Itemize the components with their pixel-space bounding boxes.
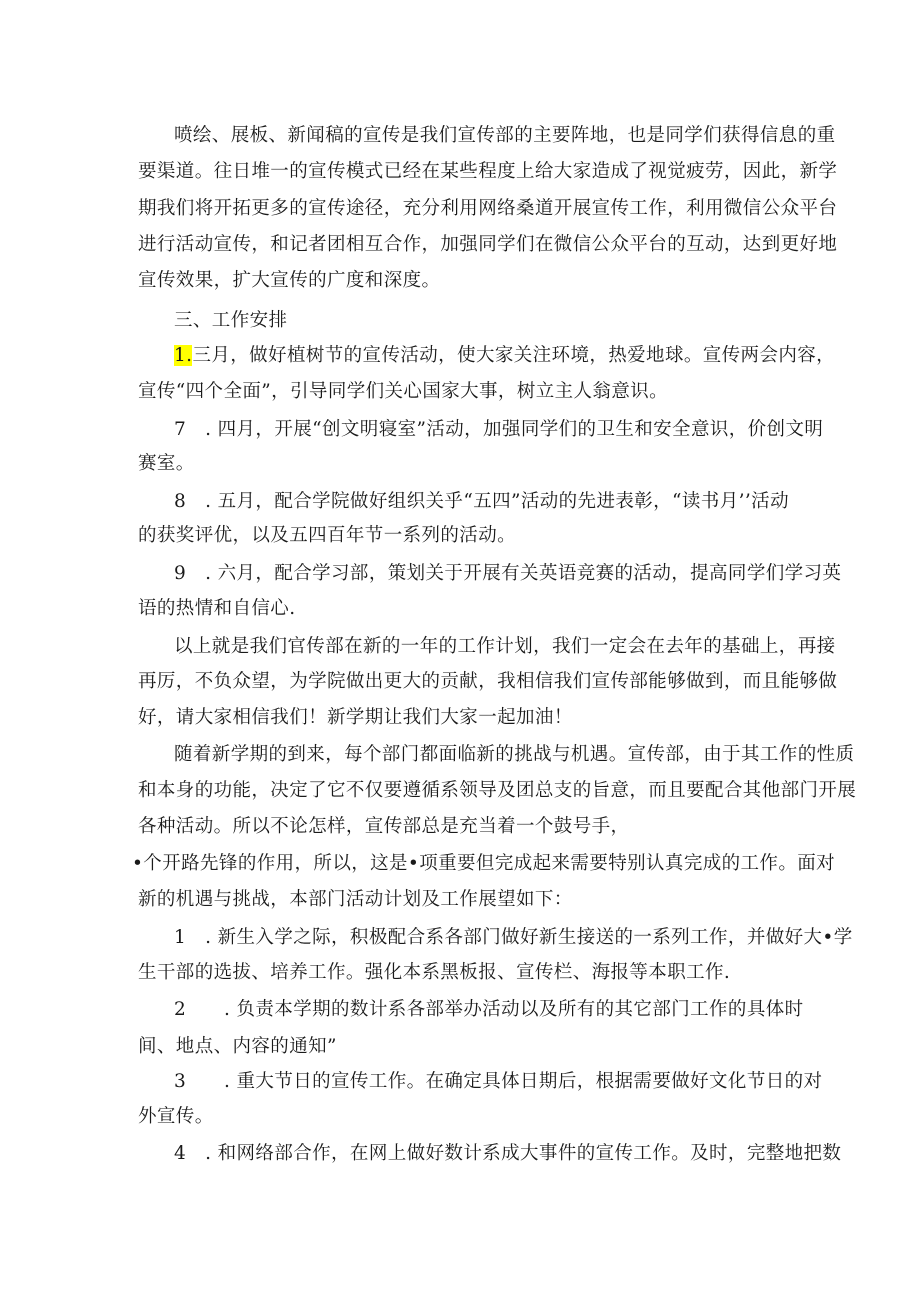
text-line: 赛室。	[138, 453, 195, 474]
text-line: 间、地点、内容的通知”	[138, 1036, 337, 1057]
section-heading: 三、工作安排	[174, 310, 288, 331]
text-line: 新的机遇与挑战，本部门活动计划及工作展望如下：	[138, 889, 573, 910]
list-item-9: 9 . 六月，配合学习部，策划关于开展有关英语竞赛的活动，提高同学们学习英	[174, 563, 842, 584]
text-line: •个开路先锋的作用，所以，这是•项重要但完成起来需要特别认真完成的工作。面对	[132, 853, 836, 874]
text-line: 要渠道。往日堆一的宣传模式已经在某些程度上给大家造成了视觉疲劳，因此，新学	[138, 161, 838, 182]
text-line: 喷绘、展板、新闻稿的宣传是我们宣传部的主要阵地，也是同学们获得信息的重	[174, 125, 836, 146]
list-item-8: 8 . 五月，配合学院做好组织关乎“五四”活动的先进表彰，“读书月’’活动	[174, 491, 789, 512]
text-line: 外宣传。	[138, 1106, 214, 1127]
text-line: 好，请大家相信我们！新学期让我们大家一起加油！	[138, 707, 573, 728]
text-line: 的获奖评优，以及五四百年节一系列的活动。	[138, 525, 517, 546]
text-line: 随着新学期的到来，每个部门都面临新的挑战与机遇。宣传部，由于其工作的性质	[174, 744, 855, 765]
text-line: 进行活动宣传，和记者团相互合作，加强同学们在微信公众平台的互动，达到更好地	[138, 234, 838, 255]
list-item-3: 3 . 重大节日的宣传工作。在确定具体日期后，根据需要做好文化节日的对	[174, 1071, 823, 1092]
list-item-1	[174, 344, 835, 368]
list-item-4: 4 . 和网络部合作，在网上做好数计系成大事件的宣传工作。及时，完整地把数	[174, 1143, 842, 1164]
text-line: 和本身的功能，决定了它不仅要遵循系领导及团总支的旨意，而且要配合其他部门开展	[138, 780, 857, 801]
text-line: 再厉，不负众望，为学院做出更大的贡献，我相信我们宣传部能够做到，而且能够做	[138, 671, 838, 692]
text-line: 宣传效果，扩大宣传的广度和深度。	[138, 270, 441, 291]
list-item-1b: 1 . 新生入学之际，积极配合系各部门做好新生接送的一系列工作，并做好大•学	[174, 927, 853, 948]
highlight-marker: 1.	[174, 345, 193, 366]
text-line: 各种活动。所以不论怎样，宣传部总是充当着一个鼓号手，	[138, 816, 630, 837]
list-item-2: 2 . 负责本学期的数计系各部举办活动以及所有的其它部门工作的具体时	[174, 999, 804, 1020]
text-line: 生干部的选拔、培养工作。强化本系黑板报、宣传栏、海报等本职工作.	[138, 962, 731, 983]
text-line: 语的热情和自信心.	[138, 598, 296, 619]
text-line: 宣传“四个全面”，引导同学们关心国家大事，树立主人翁意识。	[138, 381, 669, 402]
text-line: 以上就是我们官传部在新的一年的工作计划，我们一定会在去年的基础上，再接	[174, 636, 836, 657]
text-line: 期我们将开拓更多的宣传途径，充分利用网络桑道开展宣传工作，利用微信公众平台	[138, 198, 838, 219]
list-item-text: 三月，做好植树节的宣传活动，使大家关注环境，热爱地球。宣传两会内容，	[192, 345, 836, 366]
list-item-7: 7 . 四月，开展“创文明寝室”活动，加强同学们的卫生和安全意识，价创文明	[174, 419, 824, 440]
